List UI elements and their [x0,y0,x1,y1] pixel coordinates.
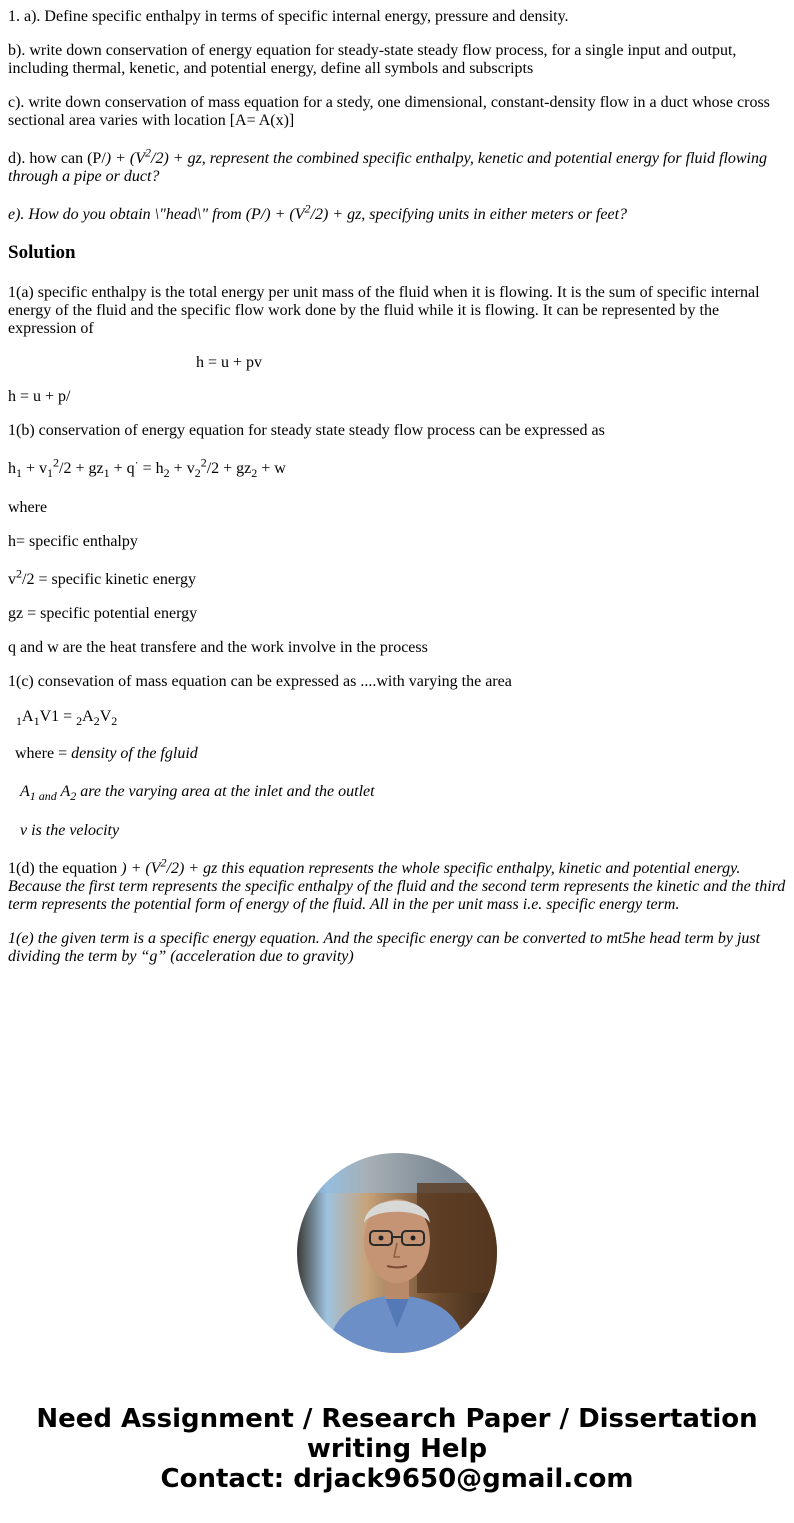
footer-line-1: Need Assignment / Research Paper / Dissertation [36,1404,758,1434]
where-label: where [8,499,48,516]
question-d-exp: 2 [145,145,151,160]
question-d-prefix: d). how can (P/ [8,150,106,167]
question-d [8,145,786,186]
definition-kinetic: $v^2/2$ = specific kinetic energy [8,566,196,588]
definition-enthalpy: h= specific enthalpy [8,533,138,550]
question-e-prefix: e). How do you obtain \"head\" from (P/ [8,206,266,223]
solution-c-text: 1(c) consevation of mass equation can be expressed as ....with varying the area [8,673,512,690]
solution-e: 1(e) the given term is a specific energy equation. And the specific energy can be converted to mt5he head term by just dividing the term by “g” (acceleration due to gravity) [8,930,761,965]
solution-heading: Solution [8,242,76,263]
energy-equation: $h_1 + v_1^2/2 + gz_1 + q^\cdot = h_2 + v_2^2/2 + gz_2 + w$ [8,455,286,481]
definition-heat-work: q and w are the heat transfere and the work involve in the process [8,639,428,656]
enthalpy-equation-1: h = u + pv [196,354,263,371]
question-e-v: ) + (V [265,206,305,223]
velocity-definition: v is the velocity [20,822,120,839]
author-photo [297,1153,497,1353]
question-a: 1. a). Define specific enthalpy in terms of specific internal energy, pressure and density. [8,8,569,25]
author-photo-illustration [297,1153,497,1353]
question-c: c). write down conservation of mass equation for a stedy, one dimensional, constant-density flow in a duct whose cross sectional area varies with location [A= A(x)] [8,94,770,129]
footer-banner [0,1404,794,1494]
question-e-exp: 2 [304,201,311,216]
solution-a-text: 1(a) specific enthalpy is the total energy per unit mass of the fluid when it is flowing. It is the sum of specific internal energy of the fluid and the specific flow work done by the fluid while it is flowing. It can be represented by the expression of [8,284,760,337]
definition-potential: gz = specific potential energy [8,605,198,622]
solution-b-text: 1(b) conservation of energy equation for steady state steady flow process can be expressed as [8,422,605,439]
question-e-rest: /2) + gz, specifying units in either meters or feet? [310,206,628,223]
enthalpy-equation-2: h = u + p/ [8,388,71,405]
question-e [8,201,786,224]
mass-where-line: where = density of the fgluid [15,745,198,762]
question-d-rest: /2) + gz, represent the combined specific enthalpy, kenetic and potential energy for fluid flowing through a pipe or duct? [8,150,767,185]
mass-equation: $_1A_1V1 = _2A_2V_2$ [16,708,118,729]
question-d-v: ) + (V [105,150,145,167]
area-definition: $A_{1 and}$ $A_2$ are the varying area at the inlet and the outlet [20,783,375,804]
question-b: b). write down conservation of energy equation for steady-state steady flow process, for a single input and output, including thermal, kenetic, and potential energy, define all symbols and subscripts [8,42,737,77]
solution-d: 1(d) the equation ) + $(V^2/2)$ + gz this equation represents the whole specific enthalpy, kinetic and potential energy. Because the first term represents the specific enthalpy of the fluid and the second term represents the kinetic and the third term represents the potential form of energy of the fluid. All in the per unit mass i.e. specific energy term. [8,855,786,913]
footer-line-2: writing Help [306,1434,488,1464]
footer-contact: Contact: drjack9650@gmail.com [160,1464,634,1494]
